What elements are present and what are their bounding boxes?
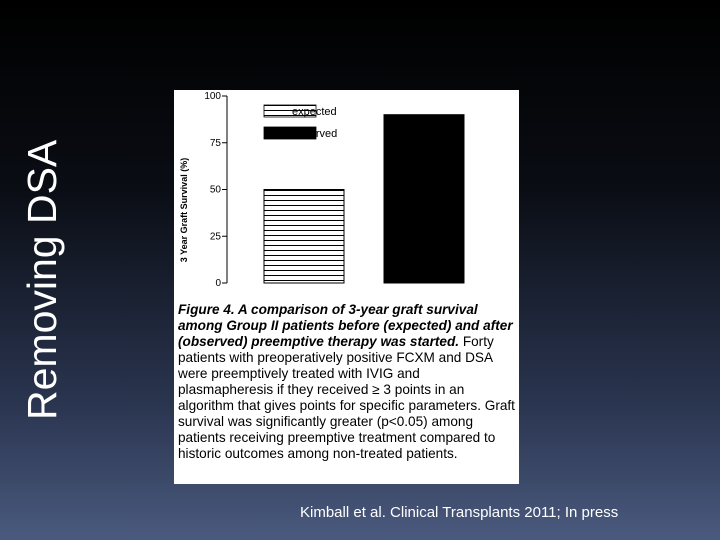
y-tick-label: 25	[209, 231, 221, 243]
y-tick-label: 100	[204, 91, 221, 102]
caption-body: Forty patients with preoperatively positive FCXM and DSA were preemptively treated with IVIG and plasmapheresis if they received ≥ 3 points in an algorithm that gives points for specific parameters. Graft survival was significantly greater (p<0.05) among patients receiving preemptive treatment compared to historic outcomes among non-treated patients.	[178, 334, 515, 461]
figure-caption	[178, 302, 516, 462]
bar-expected	[264, 190, 344, 284]
bar-observed	[384, 115, 464, 283]
y-ticks	[204, 91, 227, 289]
legend-label-observed: observed	[292, 128, 338, 140]
y-tick-label: 75	[209, 137, 221, 149]
slide-title: Removing DSA	[19, 139, 65, 420]
legend	[264, 105, 337, 140]
bar-chart	[174, 90, 519, 300]
y-tick-label: 50	[209, 184, 221, 196]
citation: Kimball et al. Clinical Transplants 2011; In press	[300, 504, 619, 521]
legend-label-expected: expected	[292, 106, 337, 118]
y-tick-label: 0	[215, 278, 221, 289]
figure-panel	[174, 90, 519, 484]
caption-title: Figure 4. A comparison of 3-year graft survival among Group II patients before (expected) and after (observed) preemptive therapy was started.	[178, 302, 513, 349]
y-axis-label: 3 Year Graft Survival (%)	[179, 157, 189, 263]
